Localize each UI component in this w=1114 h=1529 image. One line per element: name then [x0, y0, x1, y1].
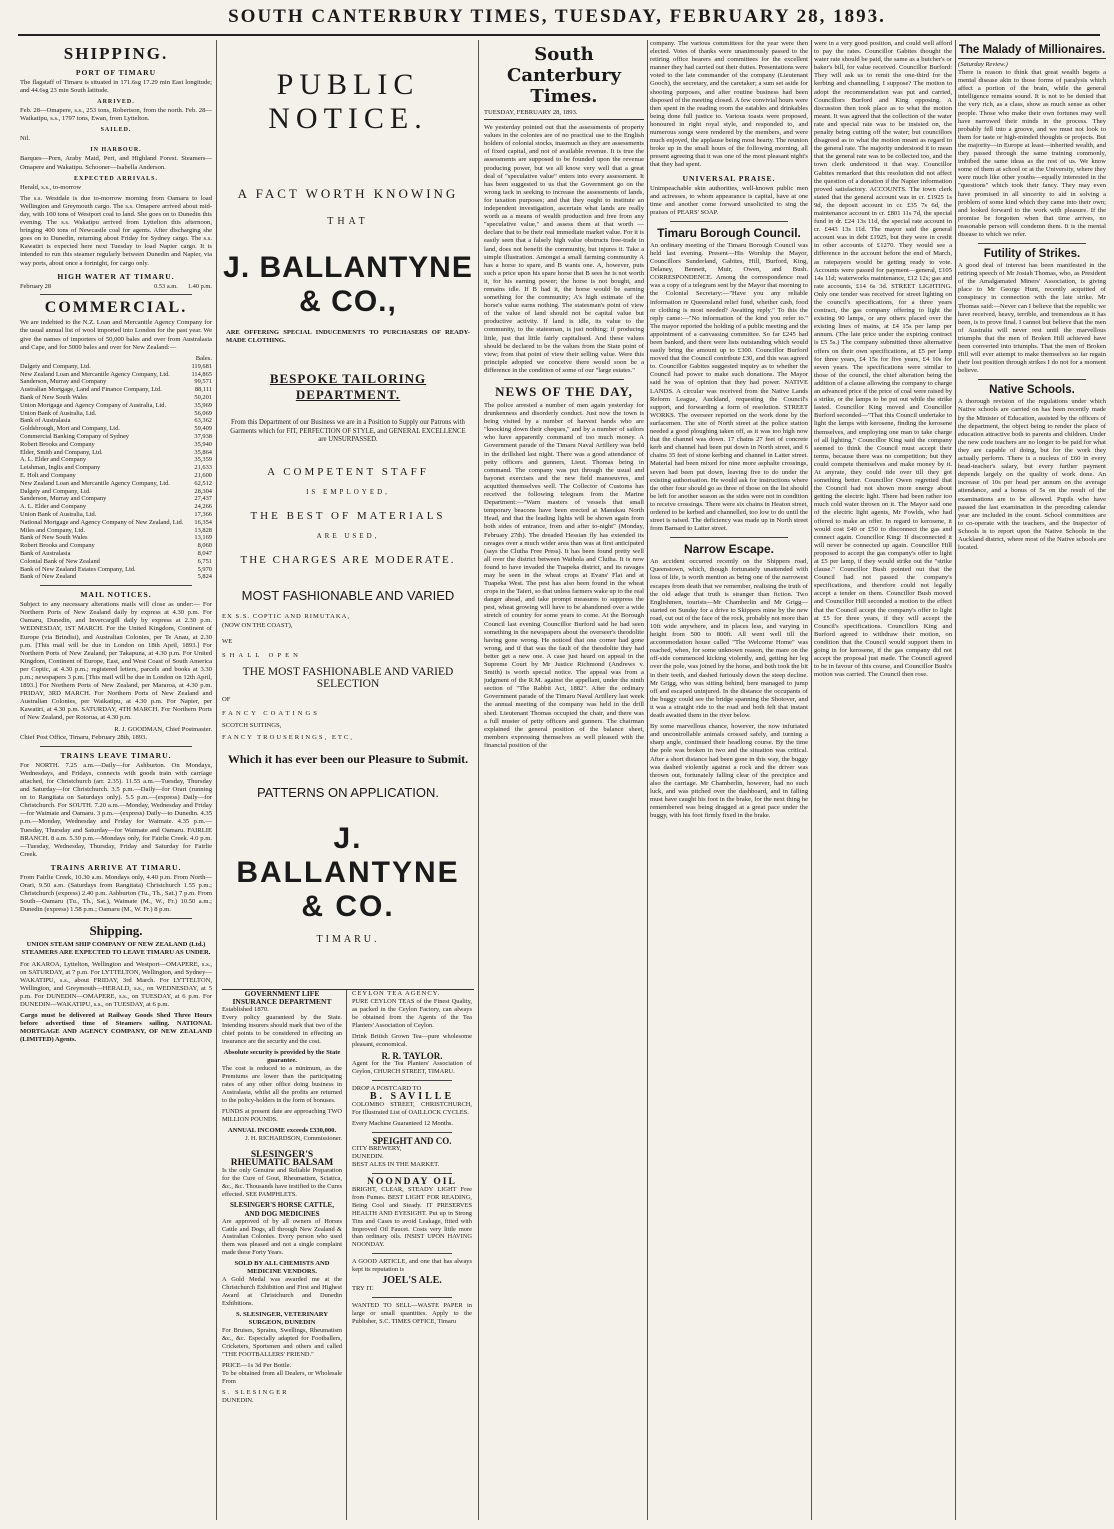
bales-count: 35,359: [194, 456, 212, 464]
bales-importer: Dalgety and Company, Ltd.: [20, 487, 91, 495]
postcard-line: DROP A POSTCARD TO: [352, 1084, 422, 1092]
dunedin-line: DUNEDIN.: [222, 1396, 254, 1404]
staff-line-1: A COMPETENT STAFF: [267, 466, 429, 479]
gov-cost: The cost is reduced to a minimum, as the Premiums are lower than the participating rates of any other office doing business in Australasia, whilst all the profits are returned to the policy-holders in the form of bonuses.: [222, 1065, 342, 1104]
divider: [670, 537, 788, 538]
column-divider: [811, 40, 812, 1520]
bales-row: [20, 558, 212, 566]
bales-importer: Bank of Australasia: [20, 549, 71, 557]
usscoy-text: For AKAROA, Lyttelton, Wellington and Westport—OMAPERE, s.s., on SATURDAY, at 7 p.m. For LYTTELTON, Wellington, and Sydney—WAKATIPU, s.s., about FRIDAY, 3rd March. For LYTTELTON, Wellington, and Greymouth—HERALD, s.s., on WEDNESDAY, at 5 p.m. For DUNEDIN—OMAPERE, s.s., on TUESDAY, at 6 p.m. For DUNEDIN—WAKATIPU, s.s., on TUESDAY, at 6 p.m.: [20, 960, 212, 1009]
ceylon-text: PURE CEYLON TEAS of the Finest Quality, as packed in the Ceylon Factory, can always be obtained from the Agents of the Tea Planters' Association of Ceylon.: [352, 998, 472, 1029]
bales-row: [20, 495, 212, 503]
medal-line: A Gold Medal was awarded me at the Christchurch Exhibition and First and Highest Award at Christchurch and Dunedin Exhibitions.: [222, 1276, 342, 1308]
sailed-head: SAILED.: [100, 127, 132, 134]
bales-count: 88,111: [194, 386, 212, 394]
bales-count: 99,571: [194, 378, 212, 386]
bales-importer: E. Holt and Company: [20, 472, 76, 480]
coast-line: (NOW ON THE COAST),: [222, 621, 293, 629]
we-line: WE: [222, 637, 233, 645]
masthead-rule: [18, 34, 1100, 36]
ads-grid: [222, 989, 474, 1520]
gov-text: Every policy guaranteed by the State. Intending insurers should mark that two of the chief points to be considered in effecting an insurance are the security and the cost.: [222, 1014, 342, 1046]
narrow-text: An accident occurred recently on the Shippers road, Queenstown, which, though fortunately unattended with loss of life, is worth mention as being one of the narrowest escapes from death that we remember, realising the truth of the old adage that truth is stranger than fiction. Two Englishmen, tourists—Mr Chamberlin and Mr Grigg—started on Sunday for a drive to Skippers mine by the new road, cut out of the face of the rock, probably not more than 10ft wide anywhere, and in places less, and varying in height from 500 to 800ft. All went well till the accommodation house called "The Welcome Home" was reached, when, for some unknown reason, the mare on the off-side commenced kicking violently, and, getting her leg over the pole, was joined by the horse, and both took the bit in their teeth, and dashed furiously down the steep decline. Mr Grigg, who was sitting behind, here managed to jump off and escaped uninjured. In the distance the occupants of the buggy could see the bridge spanning the Shotover, and it was a straight ride to the road and both felt that instant death awaited them in the river below.: [650, 558, 808, 720]
slesinger3-text: For Bruises, Sprains, Swellings, Rheumatism &c., &c. Especially adapted for Footballers, Cricketers, Sportsmen and others and called "THE FOOTBALLERS' FRIEND.": [222, 1327, 342, 1358]
masthead: SOUTH CANTERBURY TIMES, TUESDAY, FEBRUARY 28, 1893.: [228, 6, 886, 27]
shipping-news: The s.s. Westdale is due to-morrow morning from Oamaru to load Wellington and Greymouth cargo. The s.s. Omapere arrived about mid-day, with 100 tons of Westport coal to land. She goes on to Dunedin this evening. The s.s. Wakatipu arrived from Lyttelton this afternoon, bringing 400 tons of Newcastle coal for agents. After discharging she goes on to Dunedin, returning about Friday for Sydney cargo. The s.s. Kawatiri is expected here next Tuesday to load Napier cargo. It is intended to run this steamer regularly between Dunedin and Napier, via way ports, about once a fortnight, for cargo only.: [20, 194, 212, 267]
bales-count: 59,409: [194, 425, 212, 433]
malady-text: There is reason to think that great wealth begets a mental disease akin to those forms of paralysis which affect a portion of the brain, while the general intelligence remains sound. It is not to be denied that the very rich, as a class, show as much sense as other people. Those who make their own fortunes may well have narrowed their minds in the process. They probably fell into a groove, and we must not look to them for taste or high-minded thoughts or projects. But the majority—in Europe at least—inherited wealth, and they passed through the same training commonly, imbibed the same ideas as the rest of us. We know some of them at school or at the University, where they were much like other youths—equally interested in the "questions" which took their fancy. They may even have promised in all sincerity to aid in solving a problem of some kind which they came into their own; and looked forward to the work with pleasure. If the promise be forgotten when that time arrives, no reasonable person will condemn them. It is the mental disease to which we refer.: [958, 69, 1106, 238]
gov-funds: FUNDS at present date are approaching TWO MILLION POUNDS.: [222, 1107, 342, 1123]
bales-importer: Commercial Banking Company of Sydney: [20, 433, 129, 441]
price-line: PRICE—1s 3d Per Bottle.: [222, 1361, 292, 1369]
bales-row: [20, 456, 212, 464]
bales-importer: A. L. Elder and Company: [20, 456, 87, 464]
usscoy-title: UNION STEAM SHIP COMPANY OF NEW ZEALAND (Ltd.) STEAMERS ARE EXPECTED TO LEAVE TIMARU AS UNDER.: [21, 941, 211, 957]
bales-row: [20, 402, 212, 410]
column-features: [958, 40, 1106, 1520]
materials-line-1: THE BEST OF MATERIALS: [250, 510, 446, 523]
shipping2-title: Shipping.: [89, 923, 143, 939]
divider: [40, 585, 192, 586]
bales-importer: New Zealand Loan and Mercantile Agency Company, Ltd.: [20, 370, 170, 378]
speight-3: DUNEDIN.: [352, 1152, 384, 1160]
bales-importer: Australian Mortgage, Land and Finance Company, Ltd.: [20, 386, 162, 394]
wanted-line: WANTED TO SELL—WASTE PAPER in large or small quantities. Apply to the Publisher, S.C. TIMES OFFICE, Timaru: [352, 1302, 472, 1326]
of-line: OF: [222, 695, 231, 703]
bales-count: 50,201: [194, 394, 212, 402]
malady-title: The Malady of Millionaires.: [958, 44, 1106, 59]
column-divider: [216, 40, 217, 1520]
column-divider: [647, 40, 648, 1520]
bales-row: [20, 386, 212, 394]
saville-text: COLOMBO STREET, CHRISTCHURCH, For Illustrated List of OAILLOCK CYCLES.: [352, 1100, 472, 1116]
bales-importer: Robert Brooks and Company: [20, 440, 95, 448]
column-divider: [955, 40, 956, 1520]
ales-line: BEST ALES IN THE MARKET.: [352, 1160, 440, 1168]
bales-row: [20, 534, 212, 542]
futility-title: Futility of Strikes.: [983, 248, 1081, 261]
divider: [978, 379, 1086, 380]
bales-row: [20, 503, 212, 511]
bales-count: 13,169: [194, 534, 212, 542]
borough-title: Timaru Borough Council.: [657, 225, 801, 240]
bales-count: 21,633: [194, 464, 212, 472]
arrive-title: TRAINS ARRIVE AT TIMARU.: [50, 862, 182, 872]
noonday-text: BRIGHT, CLEAR, STEADY LIGHT Free from Fumes. BEST LIGHT FOR READING, Being Cool and Steady. IT PRESERVES HEALTH AND EYESIGHT. Put up in Strong Tins and Cases to avoid Leakage, fitted with Improved Oil Faucet. Costs very little more than ordinary oils. INSIST UPON HAVING NOONDAY.: [352, 1185, 472, 1249]
good-line: A GOOD ARTICLE, and one that has always kept its reputation is: [352, 1258, 472, 1274]
divider: [372, 1253, 452, 1254]
ads-left: [222, 990, 342, 1405]
bespoke-title: BESPOKE TAILORING DEPARTMENT.: [269, 371, 427, 403]
bales-importer: Bank of Australasia: [20, 417, 71, 425]
scotch-line: SCOTCH SUITINGS,: [222, 721, 282, 729]
divider: [372, 1173, 452, 1174]
bales-row: [20, 449, 212, 457]
borough-text: An ordinary meeting of the Timaru Borough Council was held last evening. Present—His Worship the Mayor, Councillors Sunderland, Gabites, Hill, Burford, King, Delaney, Bennett, Muir, Owen, and Bush. CORRESPONDENCE. Among the correspondence read was a copy of a telegram sent by the Mayor that morning to the Colonial Secretary:—"Have you any reliable information re Queensland relief fund, whether cash, food or clothing is most needed? Awaiting reply." To this the reply came:—"No information of the kind you refer to." The mayor reported the holding of a public meeting and the appointment of a canvassing committee. So far £245 had been banked, and there were lists outstanding which would easily bring the amount up to £300. Councillor Burford moved that the Council contribute £30, and this was agreed to. Councillor Gabites suggested inquiry as to whether the Council had power to make such donations. The Mayor said he was of opinion that they had power. NATIVE LANDS. A circular was received from the Native Lands Reform League, Auckland, requesting the Council's support, and forwarding a form of resolution. STREET WORKS. The overseer reported on the work done by the surfacemen. The site of North street at the police station needed a good ploughing taken off, as it was too high now that the channel was down. 17 chains 27 feet of concrete kerb and channel had been put down in North street, and 6 chains 35 feet of stone kerbing and channel in Latter street. Material had been mixed for nine more asphalte crossings, seven had been put down, leaving five to do under the existing authorisation. He would ask for instructions where the other four should go as three of those on the list should be left for another season as the sides were not in condition to receive crossings. There were six chains in Heaton street, ordered to be kerbed and channelled, too low to do until the street is raised. The deficiency was made up in North street from Barnard to Latter street.: [650, 241, 808, 533]
bales-count: 56,069: [194, 409, 212, 417]
bales-count: 35,864: [194, 448, 212, 456]
narrow-title: Narrow Escape.: [683, 542, 775, 557]
speight-name: SPEIGHT AND CO.: [372, 1135, 452, 1146]
paper-title: South Canterbury Times.: [507, 44, 621, 107]
bales-row: [20, 566, 212, 574]
ballantyne-name: J. BALLANTYNE & CO.,: [223, 251, 473, 318]
bales-count: 8,060: [197, 542, 212, 550]
bales-row: [20, 410, 212, 418]
mail-text: Subject to any necessary alterations mails will close as under:— For Northern Ports of New Zealand daily by express at 4.30 p.m. For Oamaru, Dunedin, and Invercargill daily by express at 2.30 p.m. WEDNESDAY, 1ST MARCH. For the United Kingdom, Continent of Europe (via Brindisi), and Australian Colonies, per Te Anau, at 2.30 p.m. [This mail will be due in London on 18th April, 1893.] For Northern Ports of New Zealand, per Takapuna, at 4.30 p.m. For United Kingdom, Continent of Europe, East, and West Coast of South America per Coptic, at 4.30 p.m.; registered letters, parcels and books at 3.30 p.m.; newspapers 3 p.m. [This mail will be due in London on 12th April, 1893.] For Northern Ports of New Zealand, per Mararoa, at 4.30 p.m. FRIDAY, 3RD MARCH. For Northern Ports of New Zealand and Australian Colonies, per Waikatipu, at 4.30 p.m. For Napier, per Kawatiri, at 4.30 p.m. SATURDAY, 4TH MARCH. For Northern Ports of New Zealand, per Rotorua, at 4.30 p.m.: [20, 601, 212, 722]
offer-line: ARE OFFERING SPECIAL INDUCEMENTS TO PURCHASERS OF READY-MADE CLOTHING.: [226, 329, 470, 345]
bales-count: 63,362: [194, 417, 212, 425]
sold-line: SOLD BY ALL CHEMISTS AND MEDICINE VENDORS.: [234, 1260, 330, 1276]
coatings-line: FANCY COATINGS: [222, 709, 320, 717]
charges-line: THE CHARGES ARE MODERATE.: [240, 554, 456, 567]
bales-row: [20, 542, 212, 550]
patterns-line: PATTERNS ON APPLICATION.: [256, 785, 440, 801]
try-line: TRY IT.: [352, 1285, 374, 1293]
ballantyne-name-2: J. BALLANTYNE & CO.: [236, 822, 460, 924]
bales-row: [20, 378, 212, 386]
divider: [40, 918, 192, 919]
column-shipping: [20, 40, 212, 1520]
bales-count: 27,437: [194, 495, 212, 503]
usscoy-foot: Cargo must be delivered at Railway Goods Shed Three Hours before advertised time of Steamers sailing. NATIONAL MORTGAGE AND AGENCY COMPANY, OF NEW ZEALAND (LIMITED) Agents.: [20, 1012, 212, 1044]
saville-name: B. SAVILLE: [369, 1090, 455, 1102]
which-line: Which it has ever been our Pleasure to Submit.: [227, 752, 469, 767]
timaru-line: TIMARU.: [316, 934, 380, 946]
bales-importer: Dalgety and Company, Ltd.: [20, 362, 91, 370]
materials-line-2: ARE USED,: [316, 532, 380, 541]
bales-row: [20, 527, 212, 535]
gov-income: ANNUAL INCOME exceeds £330,000.: [227, 1126, 337, 1134]
commercial-title: COMMERCIAL.: [44, 299, 188, 317]
bales-row: [20, 417, 212, 425]
news-text: The police arrested a number of men again yesterday for drunkenness and disorderly conduct. Just now the town is being visited by a number of harvest hands who are "knocking down their cheques," and by a number of sailors who have apparently command of too much money. A Government parade of the Timaru Naval Artillery was held in the drillshed last night. There was a good attendance of petty officers and gunners, Lieut. Thomas being in command. The company was put through the usual and bayonet exercises and the new field manoeuvres, and acquitted themselves well. The Collector of Customs has received the following telegram from the Marine Department:—"Warn masters of vessels that small temporary beacons have been erected at Manukau North Head, and that the leading lights will be shown again from both sides of entrance, from and after to-night" (Monday, February 27th). The dreaded Hessian fly has extended its ravages over a much wider area than was at first anticipated (says the Clutha Free Press). It has been found pretty well all over the district between Waihola and Clutha. It is now found to have invaded the Tuapeka district, and its ravages may be seen in the wheat crops at Evans' Flat and at Tuapeka West. The pest has also been found in the wheat crops in the Taieri, so that unless farmers wake up to the real danger ahead, and take prompt measures to suppress the pest, wheat growing will have to be abandoned over a wide stretch of country for some years to come. At the Borough Council last evening Councillor Burford said he had seen something in the newspapers about the overseer's theodolite having gone wrong. He noticed that one corner had gone wrong, and if that was the fault of the theodolite they had better get a new one. A case just heard on appeal in the Supreme Court by Mr Justice Richmond (Andrews v. Smith) is worth special notice. The appeal was from a judgment of the R.M. against the appellant, under the ninth section of "The Rabbit Act, 1882". After the ordinary Government parade of the Timaru Naval Artillery last week the annual meeting of the company was held in the drill shed. Lieutenant Thomas occupied the chair, and there was a full muster of petty officers and gunners. The chairman explained the general position of the balance sheet, members expressing themselves as well pleased with the financial position of the: [484, 402, 644, 749]
slesinger-text: Is the only Genuine and Reliable Preparation for the Cure of Gout, Rheumatism, Sciatica, &c., &c. Thousands have testified to the Cures effected. SEE PAMPHLETS.: [222, 1166, 342, 1198]
most-fashionable: MOST FASHIONABLE AND VARIED: [241, 588, 455, 604]
column-council: [650, 40, 808, 1520]
slesinger2-title: SLESINGER'S HORSE CATTLE, AND DOG MEDICINES: [230, 1201, 334, 1218]
column-divider: [478, 40, 479, 1520]
fact-line: A FACT WORTH KNOWING: [237, 186, 459, 201]
divider: [978, 243, 1086, 244]
bales-importer: New Zealand Loan and Mercantile Agency Company, Ltd.: [20, 479, 170, 487]
divider: [372, 1132, 452, 1133]
column-council-cont: [814, 40, 952, 1520]
bales-count: 35,969: [194, 401, 212, 409]
bales-row: [20, 433, 212, 441]
bales-head: Bales.: [195, 354, 212, 362]
expected-head: EXPECTED ARRIVALS.: [74, 175, 158, 182]
bales-count: 5,824: [197, 573, 212, 581]
bales-row: [20, 472, 212, 480]
bales-count: 13,828: [194, 526, 212, 534]
bales-row: [20, 371, 212, 379]
bales-row: [20, 511, 212, 519]
machine-line: Every Machine Guaranteed 12 Months.: [352, 1119, 453, 1127]
selection-line: THE MOST FASHIONABLE AND VARIED SELECTION: [242, 665, 454, 690]
mail-place: Chief Post Office, Timaru, February 28th, 1893.: [20, 733, 147, 741]
bespoke-text: From this Department of our Business we are in a Position to Supply our Patrons with Garments which for FIT, PERFECTION OF STYLE, and GENERAL EXCELLENCE are UNSURPASSED.: [230, 419, 466, 443]
bales-importer: Robert Brooks and Company: [20, 542, 95, 550]
noonday-title: NOONDAY OIL: [367, 1176, 457, 1187]
column-advertisements: [222, 40, 474, 1520]
joel-name: JOEL'S ALE.: [382, 1275, 442, 1287]
bales-count: 37,938: [194, 433, 212, 441]
bales-count: 5,970: [197, 565, 212, 573]
taylor-text: Agent for the Tea Planters' Association of Ceylon, CHURCH STREET, TIMARU.: [352, 1059, 472, 1075]
shipping-title: SHIPPING.: [63, 44, 169, 63]
bales-row: [20, 441, 212, 449]
expected-text: Herald, s.s., to-morrow: [20, 183, 82, 191]
bales-row: [20, 464, 212, 472]
ceylon-title: CEYLON TEA AGENCY.: [352, 990, 441, 998]
bales-row: [20, 425, 212, 433]
bales-count: 119,681: [191, 362, 212, 370]
bales-count: 28,304: [194, 487, 212, 495]
bales-count: 17,366: [194, 511, 212, 518]
ceylon-drink: Drink British Grown Tea—pure wholesome pleasant, economical.: [352, 1032, 472, 1048]
native-text: A thorough revision of the regulations under which Native schools are carried on has been recently made by the Minister of Education, assisted by the officers of the department, the object being to render the place of education attractive both to parents and children. Under the new code teachers are no longer to be paid for what they are capable of doing, but for the work they actually perform. There is a nucleus of £60 in every head-teacher's salary, but every further payment depends largely on the quality of work done. An increase of 10s per head per annum on the average attendance, and a bonus of 5s on the result of the examinations are to be allowed. Pupils who have passed the last examination in the preceding calendar year are included in the count. School committees are to co-operate with the teachers, and the Inspector of Schools is to report upon the Native Schools in the Auckland district, where most of the Native schools are located.: [958, 398, 1106, 552]
highwater-row: February 28 0.53 a.m. 1.40 p.m.: [20, 282, 212, 290]
bales-importer: Union Bank of Australia, Ltd.: [20, 511, 97, 518]
bales-row: [20, 480, 212, 488]
ads-divider: [346, 990, 347, 1520]
arrived-text: Feb. 28—Omapere, s.s., 253 tons, Robertson, from the north. Feb. 28—Waikatipu, s.s., 1797 tons, Ewan, from Lyttelton.: [20, 107, 212, 123]
col5-text-1: were in a very good position, and could well afford to pay the rates. Councillor Gabites thought the water rate should be paid, the same as a butcher's or baker's bill, for value received. Councillor Burford: They will ask us to remit the one-third for the kerbing and channelling, I suppose? The motion to adopt the recommendation was put and carried, Councillors Burford and King opposing. A discussion then took place as to what the motion meant. It was agreed that the collection of the water rate and special rate was to be insisted on, the penalty being cutting off the water; but councillors disagreed as to what the motion meant as regard to the general rate. The majority understood it to mean that the general rate was to be collected too, and the town clerk understood it that way. Councillor Gabites remarked that this resolution did not affect the question of a donation if the Napier information proved satisfactory. ACCOUNTS. The town clerk stated that the general account was in cr. £1925 1s 9d, the deposit account in cr. £35 7s 6d, the maintenance account in cr. £801 11s 7d, the special fund in dr. £24 13s 11d, the special rate account in cr. £443 13s 11d. The mayor said the general account was in debt £1925, but they were in credit in other accounts of £1270. They would see a difference in the account before the end of March, as ratepayers would be getting ready to vote. Accounts were passed for payment—general, £105 14s 11d; waterworks maintenance, £12 12s; gas and rate accounts, £14 6s 3d. STREET LIGHTING. Only one tender was received for street lighting on the council's specifications, for a three years contract, the gas company offering to light the existing 90 lamps, or any others placed over the existing lines of mains, at £4 15s per lamp per annum. (The late price under the expiring contract is £5 5s.) The company submitted three alternative offers on their own specifications, at £5 per lamp for three years, £4 15s for five years, £4 10s for seven years. The specifications were similar to those of the council, the chief alteration being the addition of a clause allowing the company to charge an advanced price if the price of coal were raised by a strike, or the lamps to be put out while the strike lasted. Councillor King moved and Councillor Burford seconded—"That this Council undertake to light the lamps with kerosene, finding the kerosene themselves, and employing one man to take charge of all lighting." Councillor King said the company seemed to think the Council must accept their terms, because there was no competition; but they could compete themselves and make money by it. At anyrate, they could tide over till they got something better. Councillor Owen regretted that the Council had not shown more energy about getting the electric light. There had been rather too much cold water thrown on it. The Mayor said one of the electric light agents, Mr Fowlds, who had offered to make an offer. In regard to kerosene, it would cost £40 or £50 to disconnect the gas and connect again. Councillor King: If disconnected it will never be connected up again. Councillor Hill proposed to accept the gas company's offer to light at £5 per lamp, if they would strike out the "strike clause." Councillor Bush pointed out that the Council had not passed the company's specifications, and therefore could not legally accept a tender on them. Councillor Bush moved and Councillor Hill seconded a motion to the effect that the Council accept the company's offer to light at £5 for three years, if they will accept the Council's specifications. Councillors King and Burford agreed to withdraw their motion, on condition that the Council would support them in going in for kerosene, if the gas company did not accept the proposal just made. The Council agreed to be in favour of this course, and Councillor Bush's motion was carried. The Council then rose.: [814, 40, 952, 679]
news-title: NEWS OF THE DAY,: [495, 384, 633, 399]
futility-text: A good deal of interest has been manifested in the retiring speech of Mr Josiah Thomas, who, as President of the Amalgamated Miners' Association, is giving place to Mr George Hunt, recently acquitted of conspiracy in connection with the late strike. Mr Thomas said:—Never can I believe that the republic we have received, heavy, terrible, and tremendous as it has been, is to prove final. I cannot but believe that the men of Australia will never rest until the marvellous triumphs that the men of Broken Hill achieved have been converted into triumphs. That the men of Broken Hill will ever attempt to make themselves so far regain their lost position through strikes I do not for a moment believe.: [958, 262, 1106, 375]
mail-sign: R. J. GOODMAN, Chief Postmaster.: [114, 725, 212, 733]
bales-count: 35,940: [194, 440, 212, 448]
bales-count: 114,865: [191, 370, 212, 378]
gov-title: GOVERNMENT LIFE INSURANCE DEPARTMENT: [232, 989, 332, 1007]
slesinger3-title: S. SLESINGER, VETERINARY SURGEON, DUNEDIN: [236, 1310, 328, 1327]
bales-list: [20, 363, 212, 581]
arrive-text: From Fairlie Creek, 10.30 a.m. Mondays only, 4.40 p.m. From North—Orari, 9.50 a.m. (Saturdays from Rangitata) Christchurch 1.55 p.m.; Christchurch (express) 2.40 p.m. Ashburton (Tu., Th., Sat.) 7 p.m. From South—Oamaru (Tu., Th., Sat.), Waimate (M., W., Fr.) 10.50 a.m.; Dunedin (express) 1.58 p.m.; Oamaru (M., W. Fr.) 8 p.m.: [20, 873, 212, 914]
staff-line-2: IS EMPLOYED,: [306, 488, 390, 497]
bales-importer: Union Mortgage and Agency Company of Australia, Ltd.: [20, 401, 167, 409]
port-text: The flagstaff of Timaru is situated in 171.6sg 17.29 min East longitude; and 44.6sg 23 min South latitude.: [20, 79, 212, 95]
slesinger-sign: S. SLESINGER: [222, 1388, 289, 1396]
bales-importer: Bank of New South Wales: [20, 394, 88, 402]
bales-importer: A. L. Elder and Company: [20, 503, 87, 511]
port-title: PORT OF TIMARU: [75, 68, 157, 77]
speight-2: CITY BREWERY,: [352, 1144, 402, 1152]
slesinger2-text: Are approved of by all owners of Horses Cattle and Dogs, all through New Zealand & Australian Colonies. Every person who used them was pleased and not a single complaint made these Forty Years.: [222, 1217, 342, 1257]
taylor-name: R. R. TAYLOR.: [381, 1050, 443, 1061]
gov-sign: J. H. RICHARDSON, Commissioner.: [245, 1134, 342, 1142]
native-title: Native Schools.: [989, 384, 1075, 397]
bales-count: 6,751: [197, 557, 212, 565]
arrived-head: ARRIVED.: [97, 99, 135, 106]
divider: [40, 294, 192, 295]
bales-count: 62,512: [194, 479, 212, 487]
col4-text-1: company. The various committees for the year were then elected. Votes of thanks were unanimously passed to the retiring office bearers and committees for the excellent manner they had carried out their duties. Presentations were voted to the late commander of the company (Lieutenant Gooch), the secretary, and the caretaker; a sum set aside for shooting purposes, and after routine business had been disposed of the meeting closed. A few convivial hours were then spent in the reading room the eatables and drinkables being done full justice to. Various toasts were proposed, honoured in right royal style, and responded to, and numerous songs were rendered by the members, and were much enjoyed, the applause being most hearty. The reunion broke up in the small hours of the following morning, all present agreeing that it was one of the most pleasant night's that they had spent.: [650, 40, 808, 169]
divider: [670, 221, 788, 222]
mail-title: MAIL NOTICES.: [80, 590, 152, 600]
bales-row: [20, 363, 212, 371]
bales-importer: National Mortgage and Agency Company of New Zealand, Ltd.: [20, 518, 184, 526]
bales-importer: Elder, Smith and Company, Ltd.: [20, 448, 103, 456]
column-editorial: [484, 40, 644, 1520]
bales-row: [20, 550, 212, 558]
bales-row: [20, 573, 212, 581]
open-line: SHALL OPEN: [222, 651, 302, 659]
bales-row: [20, 519, 212, 527]
bales-importer: Bank of New Zealand Estates Company, Ltd.: [20, 565, 136, 573]
bales-importer: Bank of New South Wales: [20, 534, 88, 542]
trains-title: TRAINS LEAVE TIMARU.: [60, 750, 172, 760]
universal-title: UNIVERSAL PRAISE.: [682, 173, 776, 183]
harbour-head: IN HARBOUR.: [90, 147, 142, 154]
that-line: THAT: [327, 216, 369, 227]
bales-importer: Leishman, Inglis and Company: [20, 464, 101, 472]
col4-text-2: By some marvellous chance, however, the now infuriated and uncontrollable animals crossed safely, and turning a sharp angle, continued their headlong course. By the time the pole was broken in two and the situation was critical. After a short distance had been gone in this way, the buggy was dashed violently against a rock and the driver was thrown out, fortunately falling clear of the precipice and also the carriage. Mr Chamberlin, however, had no such luck, and was pitched over the dashboard, and in falling must have caught his foot in the brake, for the next thing he remembered was being dragged at a great pace under the buggy, with his foot firmly fixed in the brake.: [650, 723, 808, 820]
trains-text: For NORTH. 7.25 a.m.—Daily—for Ashburton. On Mondays, Wednesdays, and Fridays, connects with goods train with carriage attached, for Christchurch (arr. 2.35). 11.55 a.m.—Tuesday, Thursday and Saturday—for Christchurch. 3.5 p.m.—Daily—for Orari (running on to Rangitata on Saturdays only). 5.5 p.m.—(express) Daily—for Christchurch. For SOUTH. 7.20 a.m.—Monday, Wednesday and Friday —for Waimate and Oamaru. 3 p.m.—(express) Daily—to Dunedin. 4.35 p.m.—Monday, Wednesday and Friday for Waimate. 4.35 p.m.—Tuesday, Thursday and Saturday—for Waimate and Oamaru. FAIRLIE BRANCH. 8 a.m. 5.30 p.m.—Mondays only, for Fairlie Creek. 4.0 p.m.—Tuesday, Wednesday, Thursday, Friday and Saturday for Fairlie Creek.: [20, 761, 212, 858]
divider: [40, 746, 192, 747]
divider: [372, 1297, 452, 1298]
divider: [504, 379, 624, 380]
ex-line: EX S.S. COPTIC AND RIMUTAKA,: [222, 613, 351, 621]
universal-text: Unimpeachable skin authorities, well-known public men and actresses, to whom appearance is capital, have at one time and another come forward unsolicited to sing the praises of PEARS' SOAP.: [650, 184, 808, 216]
bales-importer: Sanderson, Murray and Company: [20, 378, 107, 386]
highwater-title: HIGH WATER AT TIMARU.: [57, 271, 175, 281]
bales-row: [20, 488, 212, 496]
divider: [372, 1080, 452, 1081]
bales-count: 16,354: [194, 518, 212, 526]
obtained-line: To be obtained from all Dealers, or Wholesale From: [222, 1369, 342, 1385]
bales-importer: Union Bank of Australia, Ltd.: [20, 409, 97, 417]
commercial-intro: We are indebted to the N.Z. Loan and Mercantile Agency Company for the usual annual list of wool imported into London for the past year. We give the names of importers of 50,000 bales and over from Australasia and Cape, and for 5000 bales and over for New Zealand:—: [20, 319, 212, 351]
editorial-text: We yesterday pointed out that the assessments of property values in the colonies are of no practical use to the English holders of colonial stocks, inasmuch as they are assessments of fixed capital, and not of available revenue. It is true the assessments are supposed to be founded upon the revenue producing power, but we all know very well that a great deal of "speculative value" enters into every assessment. It has been suggested to us that the Government go on the wrong tack in seeking to increase the assessments of lands, for taxation purposes; and that they ought to institute an independent investigation, ascertain what lands are really worth as a means of wealth production and free from any "speculative value," and assess them at that worth — declare that to be their real immediate market value. For it is easily seen that a falsely high value obstructs free-trade in land, does not benefit the community, but injures it. Take a simple illustration. Amongst a small farming community A has a horse to spare, and B wants one. A, however, puts such a price upon his spare horse that B sees he is not worth it, for his earning power; the horse is not bought, and remains idle. If B had it, the horse would be earning something for the community; A's high estimate of the horse's value earns nothing. The statesman's point of view of the value of land should not be capital value but productive activity. If land is idle, its value to the community, to the statesman, is just nothing; if producing little, just that little fairly capitalised. And these values should be declared to be the values from the State point of view; from that point of view their selling value. Were this principle adopted we conceive there would soon be a difference in the condition of some of our "large estates.": [484, 124, 644, 374]
bales-importer: Colonial Bank of New Zealand: [20, 557, 100, 565]
ads-right: [352, 990, 472, 1329]
bales-count: 21,600: [194, 472, 212, 480]
public-notice-title: PUBLIC NOTICE.: [268, 68, 428, 135]
bales-row: [20, 394, 212, 402]
malady-source: (Saturday Review.): [958, 61, 1008, 68]
bales-importer: Miles and Company, Ltd.: [20, 526, 86, 534]
gov-est: Established 1870.: [222, 1006, 269, 1014]
bales-count: 24,266: [194, 503, 212, 511]
bales-importer: Sanderson, Murray and Company: [20, 495, 107, 503]
sailed-text: Nil.: [20, 135, 31, 143]
paper-date: TUESDAY, FEBRUARY 28, 1893.: [484, 109, 644, 120]
harbour-text: Barques—Porn, Araby Maid, Peri, and Highland Forest. Steamers—Omapere and Wakatipu. Schooner—Isabella Anderson.: [20, 155, 212, 171]
bales-importer: Goldsbrough, Mort and Company, Ltd.: [20, 425, 120, 433]
gov-abs: Absolute security is provided by the State guarantee.: [223, 1049, 341, 1065]
bales-importer: Bank of New Zealand: [20, 573, 77, 581]
trouser-line: FANCY TROUSERINGS, ETC,: [222, 734, 354, 742]
bales-count: 8,047: [197, 549, 212, 557]
slesinger-title: SLESINGER'S RHEUMATIC BALSAM: [230, 1149, 334, 1168]
